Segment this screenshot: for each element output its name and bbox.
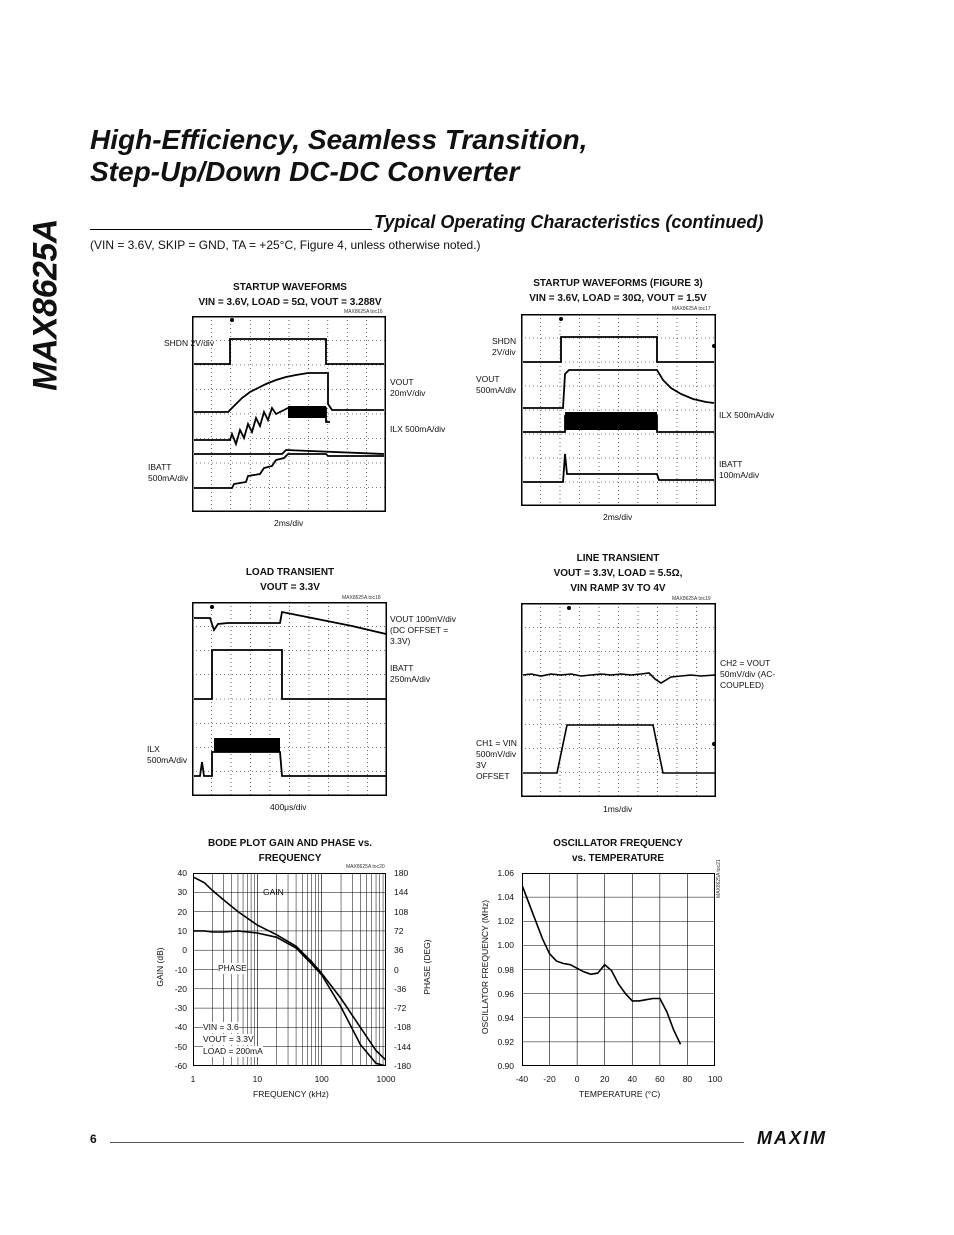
side-part-label: MAX8625A (26, 219, 65, 391)
bode-y2-tick: 144 (394, 887, 409, 898)
osc-x-tick: 0 (574, 1074, 580, 1084)
bode-x-tick: 1000 (376, 1074, 396, 1084)
bode-y-tick: 30 (177, 887, 187, 898)
bode-y2-tick: 72 (394, 925, 404, 936)
footer-rule (110, 1142, 744, 1143)
chart17-title-line1: STARTUP WAVEFORMS (FIGURE 3) (533, 278, 703, 289)
bode-x-tick: 10 (252, 1074, 263, 1084)
osc-x-tick: 100 (707, 1074, 723, 1084)
chart16-timediv: 2ms/div (274, 518, 304, 528)
chart18-label-vout: VOUT 100mV/div (DC OFFSET = 3.3V) (390, 614, 456, 646)
chart17-title-line2: VIN = 3.6V, LOAD = 30Ω, VOUT = 1.5V (529, 293, 707, 304)
osc-code: MAX8625A toc21 (716, 859, 722, 898)
chart17-label-shdn: SHDN 2V/div (492, 336, 517, 357)
chart19-title (518, 551, 718, 596)
chart16-label-ilx: ILX 500mA/div (390, 424, 446, 434)
title-line-1: High-Efficiency, Seamless Transition, (90, 124, 588, 155)
osc-y-tick: 0.90 (497, 1061, 514, 1071)
bode-annot-vout: VOUT = 3.3V (203, 1034, 254, 1044)
chart18-scope (192, 602, 387, 796)
bode-x-tick: 100 (314, 1074, 329, 1084)
osc-y-tick: 1.02 (497, 916, 514, 927)
bode-y-tick: 10 (177, 925, 187, 936)
osc-title-text: OSCILLATOR FREQUENCY vs. TEMPERATURE (553, 838, 683, 864)
bode-y-tick: 20 (177, 906, 187, 917)
chart17-label-ilx: ILX 500mA/div (719, 410, 775, 420)
osc-ylabel: OSCILLATOR FREQUENCY (MHz) (480, 899, 490, 1035)
chart17-code: MAX8625A toc17 (672, 306, 711, 312)
chart18-label-ilx: ILX 500mA/div (147, 744, 188, 765)
bode-y2-tick: -144 (394, 1041, 412, 1052)
osc-y-tick: 0.92 (497, 1036, 514, 1047)
osc-y-tick: 0.94 (497, 1012, 514, 1023)
bode-y-tick: -40 (174, 1022, 187, 1033)
bode-y2-tick: 0 (394, 964, 399, 975)
bode-y2-tick: 36 (394, 945, 404, 956)
chart16-scope (192, 316, 386, 512)
chart17-title (518, 276, 718, 306)
bode-y-tick: -60 (174, 1061, 187, 1071)
side-part-number (16, 210, 76, 400)
chart19-title-line2: VOUT = 3.3V, LOAD = 5.5Ω, (553, 568, 683, 579)
chart16-label-ibatt: IBATT 500mA/div (148, 462, 189, 483)
title-line-2: Step-Up/Down DC-DC Converter (90, 156, 520, 187)
chart19-label-ch2: CH2 = VOUT 50mV/div (AC-COUPLED) (720, 658, 776, 690)
section-rule (90, 229, 372, 230)
osc-x-tick: 20 (599, 1074, 610, 1084)
bode-y2-tick: 108 (394, 906, 409, 917)
bode-y2-tick: -36 (394, 983, 407, 994)
bode-annot-vin: VIN = 3.6 (203, 1022, 239, 1032)
chart17-label-ibatt: IBATT 100mA/div (719, 459, 760, 480)
bode-y2-tick: -72 (394, 1003, 407, 1014)
bode-y-tick: -50 (174, 1041, 187, 1052)
bode-y-tick: -30 (174, 1003, 187, 1014)
chart19-scope (521, 603, 716, 797)
chart19-code: MAX8625A toc19 (672, 596, 711, 602)
bode-title-text: BODE PLOT GAIN AND PHASE vs. FREQUENCY (207, 838, 373, 864)
chart18-title (190, 565, 390, 595)
section-conditions: (VIN = 3.6V, SKIP = GND, TA = +25°C, Figure 4, unless otherwise noted.) (90, 238, 481, 252)
bode-y2-tick: -108 (394, 1022, 412, 1033)
osc-x-tick: 60 (655, 1074, 665, 1084)
bode-y-tick: -20 (174, 983, 187, 994)
bode-code: MAX8625A toc20 (346, 864, 385, 870)
osc-y-tick: 0.96 (497, 988, 514, 999)
chart16-code: MAX8625A toc16 (344, 309, 383, 315)
bode-ylabel: GAIN (dB) (155, 947, 165, 987)
chart17-scope (521, 314, 716, 506)
bode-y2label: PHASE (DEG) (422, 939, 432, 995)
bode-annot-gain: GAIN (263, 887, 284, 897)
bode-annot-load: LOAD = 200mA (203, 1046, 263, 1056)
osc-xlabel: TEMPERATURE (°C) (579, 1089, 661, 1099)
chart19-timediv: 1ms/div (603, 804, 633, 814)
chart19-label-ch1: CH1 = VIN 500mV/div 3V OFFSET (476, 738, 517, 781)
chart18-title-line1: LOAD TRANSIENT (245, 567, 335, 578)
chart16-title-line1: STARTUP WAVEFORMS (233, 282, 347, 293)
chart16-title-line2: VIN = 3.6V, LOAD = 5Ω, VOUT = 3.288V (198, 297, 382, 308)
chart19-title-line1: LINE TRANSIENT (576, 553, 660, 564)
bode-xlabel: FREQUENCY (kHz) (253, 1089, 329, 1099)
chart16-label-shdn: SHDN 2V/div (164, 338, 215, 348)
osc-x-tick: -20 (543, 1074, 556, 1084)
chart16-label-vout: VOUT 20mV/div (390, 377, 426, 398)
bode-title (190, 836, 390, 866)
section-title: Typical Operating Characteristics (continued) (374, 212, 764, 232)
osc-y-tick: 0.98 (497, 964, 514, 975)
chart19-title-line3: VIN RAMP 3V TO 4V (570, 583, 666, 594)
osc-y-tick: 1.00 (497, 940, 514, 951)
bode-y2-tick: -180 (394, 1061, 412, 1071)
bode-y-tick: 40 (177, 868, 187, 878)
bode-annot-phase: PHASE (218, 963, 247, 973)
page-title (90, 124, 587, 188)
osc-x-tick: -40 (515, 1074, 529, 1084)
osc-title (518, 836, 718, 866)
osc-y-tick: 1.06 (497, 868, 514, 878)
bode-y-tick: -10 (174, 964, 187, 975)
maxim-logo: MAXIM (757, 1128, 827, 1148)
chart17-timediv: 2ms/div (603, 512, 633, 522)
osc-plot (522, 873, 715, 1066)
osc-x-tick: 80 (682, 1074, 693, 1084)
osc-y-tick: 1.04 (497, 892, 514, 903)
chart16-title (190, 280, 390, 310)
chart18-label-ibatt: IBATT 250mA/div (390, 663, 431, 684)
osc-x-tick: 40 (627, 1074, 638, 1084)
chart18-title-line2: VOUT = 3.3V (260, 582, 320, 593)
bode-y2-tick: 180 (394, 868, 409, 878)
page-number: 6 (90, 1132, 97, 1146)
bode-x-tick: 1 (190, 1074, 196, 1084)
chart18-code: MAX8625A toc18 (342, 595, 381, 601)
bode-y-tick: 0 (182, 945, 187, 956)
chart18-timediv: 400μs/div (270, 802, 307, 812)
chart17-label-vout: VOUT 500mA/div (476, 374, 517, 395)
